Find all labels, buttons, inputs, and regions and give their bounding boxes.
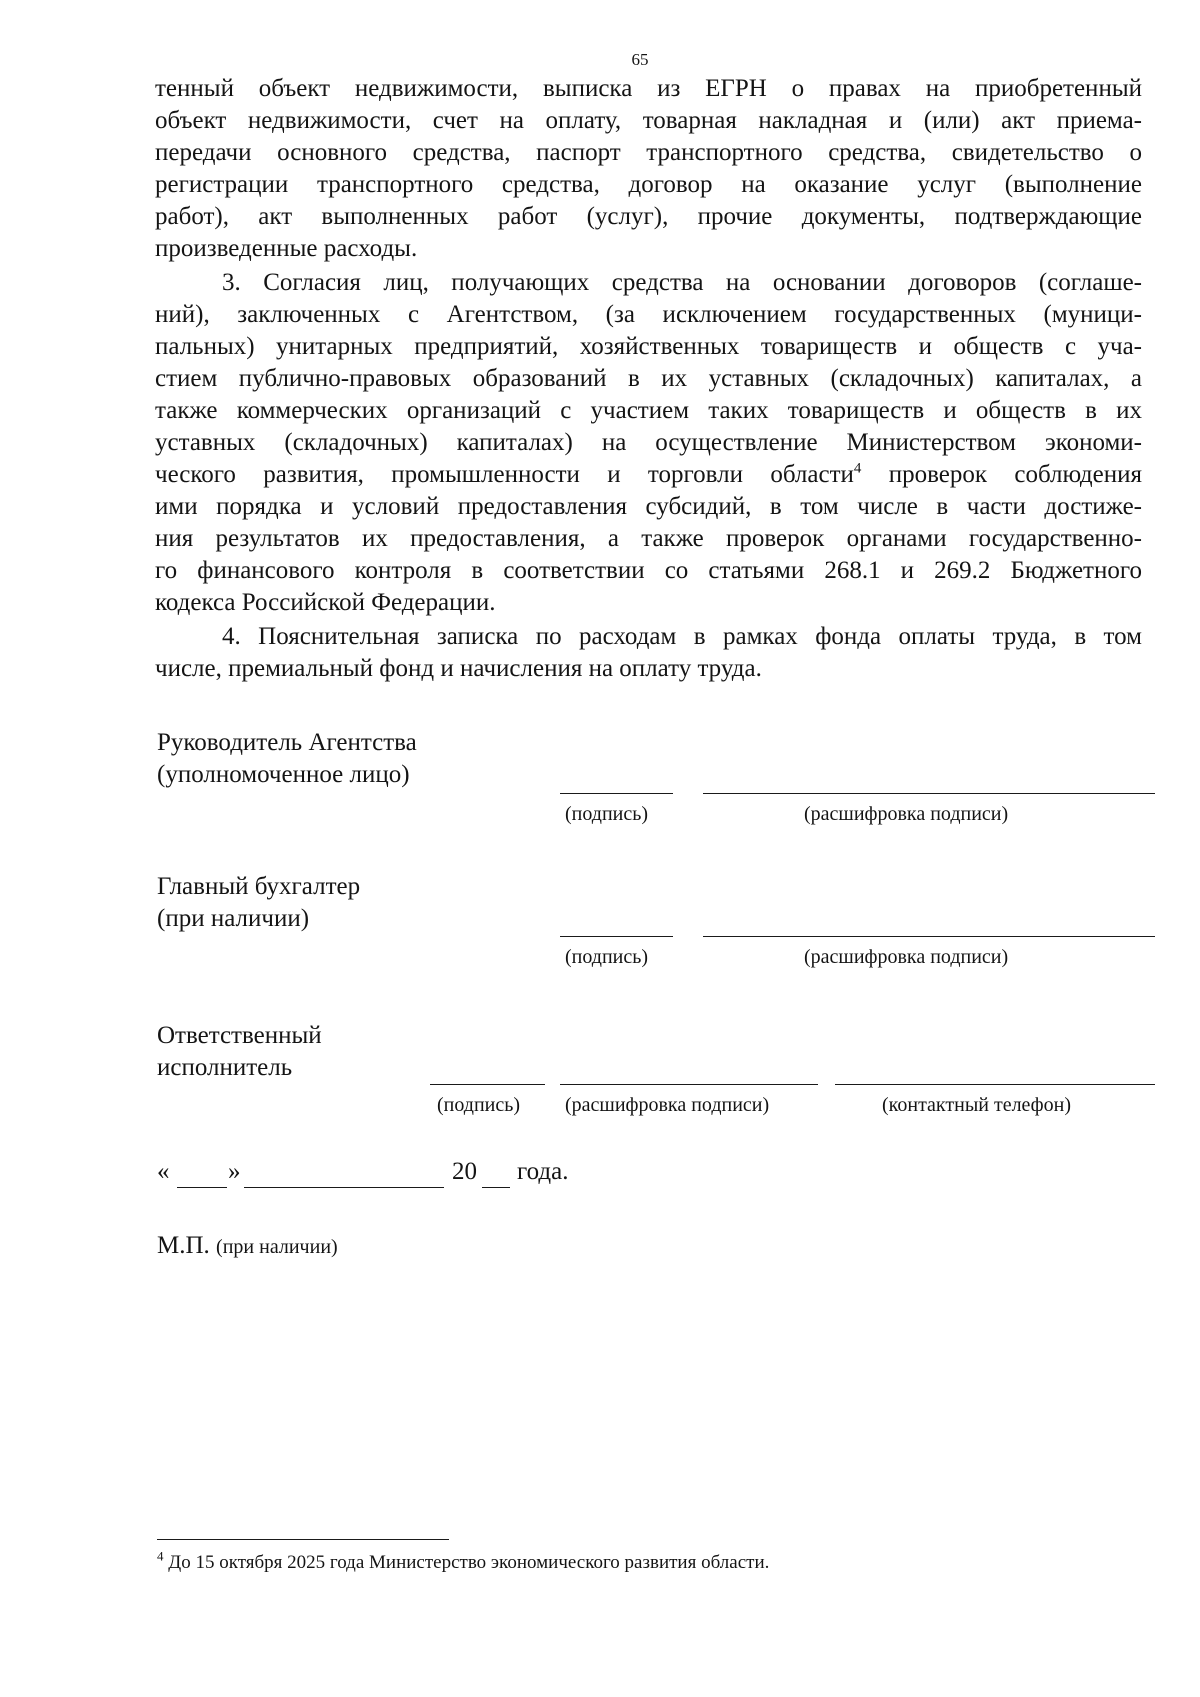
- signature-caption: (подпись): [437, 1094, 521, 1116]
- body-line: регистрации транспортного средства, договор на оказание услуг (выполнение: [155, 171, 1142, 198]
- date-month-field[interactable]: [244, 1187, 444, 1188]
- footnote-marker: 4: [157, 1548, 164, 1564]
- decoding-caption: (расшифровка подписи): [804, 946, 1009, 968]
- accountant-title: Главный бухгалтер: [157, 873, 361, 900]
- item4-line: числе, премиальный фонд и начисления на оплату труда.: [155, 655, 762, 682]
- date-day-field[interactable]: [177, 1187, 227, 1188]
- item3-line: ний), заключенных с Агентством, (за исключением государственных (муници-: [155, 301, 1142, 328]
- accountant-subtitle: (при наличии): [157, 905, 310, 932]
- item3-line: уставных (складочных) капиталах) на осуществление Министерством экономи-: [155, 429, 1142, 456]
- stamp-place: [157, 1232, 338, 1260]
- executor-decoding-line[interactable]: [560, 1084, 818, 1085]
- head-decoding-line[interactable]: [703, 793, 1155, 794]
- item3-line: ими порядка и условий предоставления субсидий, в том числе в части достиже-: [155, 493, 1142, 520]
- item3-line-with-footnote: [155, 460, 1142, 490]
- decoding-caption: (расшифровка подписи): [565, 1094, 770, 1116]
- date-year-prefix: 20: [452, 1158, 477, 1185]
- date-year-suffix: года.: [517, 1158, 569, 1185]
- decoding-caption: (расшифровка подписи): [804, 803, 1009, 825]
- item3-line: также коммерческих организаций с участием таких товариществ и обществ в их: [155, 397, 1142, 424]
- item3-line: ния результатов их предоставления, а также проверок органами государственно-: [155, 525, 1142, 552]
- accountant-decoding-line[interactable]: [703, 936, 1155, 937]
- body-line: передачи основного средства, паспорт транспортного средства, свидетельство о: [155, 139, 1142, 166]
- body-line: объект недвижимости, счет на оплату, товарная накладная и (или) акт приема-: [155, 107, 1142, 134]
- item3-line-text: ческого развития, промышленности и торговли области: [155, 461, 854, 488]
- item3-line: го финансового контроля в соответствии со статьями 268.1 и 269.2 Бюджетного: [155, 557, 1142, 584]
- head-title: Руководитель Агентства: [157, 729, 417, 756]
- executor-title: Ответственный: [157, 1022, 322, 1049]
- date-close-quote: »: [228, 1158, 241, 1185]
- head-subtitle: (уполномоченное лицо): [157, 761, 410, 788]
- item3-line-text: проверок соблюдения: [861, 461, 1142, 488]
- item4-line: 4. Пояснительная записка по расходам в рамках фонда оплаты труда, в том: [222, 623, 1142, 650]
- item3-line: кодекса Российской Федерации.: [155, 589, 496, 616]
- body-line: работ), акт выполненных работ (услуг), прочие документы, подтверждающие: [155, 203, 1142, 230]
- footnote-separator: [157, 1539, 449, 1540]
- footnote-reference[interactable]: 4: [853, 460, 862, 477]
- executor-subtitle: исполнитель: [157, 1054, 293, 1081]
- accountant-signature-line[interactable]: [560, 936, 673, 937]
- footnote: [157, 1548, 770, 1574]
- executor-phone-line[interactable]: [835, 1084, 1155, 1085]
- head-signature-line[interactable]: [560, 793, 673, 794]
- executor-signature-line[interactable]: [430, 1084, 545, 1085]
- item3-line: 3. Согласия лиц, получающих средства на основании договоров (соглаше-: [222, 269, 1142, 296]
- date-open-quote: «: [157, 1158, 170, 1185]
- item3-line: пальных) унитарных предприятий, хозяйственных товариществ и обществ с уча-: [155, 333, 1142, 360]
- item3-line: стием публично-правовых образований в их уставных (складочных) капиталах, а: [155, 365, 1142, 392]
- stamp-label: М.П.: [157, 1232, 210, 1259]
- phone-caption: (контактный телефон): [882, 1094, 1072, 1116]
- signature-caption: (подпись): [565, 803, 649, 825]
- body-line: произведенные расходы.: [155, 235, 418, 262]
- date-year-field[interactable]: [482, 1187, 510, 1188]
- footnote-text: До 15 октября 2025 года Министерство экономического развития области.: [163, 1552, 770, 1573]
- signature-caption: (подпись): [565, 946, 649, 968]
- body-line: тенный объект недвижимости, выписка из ЕГРН о правах на приобретенный: [155, 75, 1142, 102]
- page-number: 65: [631, 50, 649, 69]
- stamp-note: (при наличии): [216, 1236, 338, 1258]
